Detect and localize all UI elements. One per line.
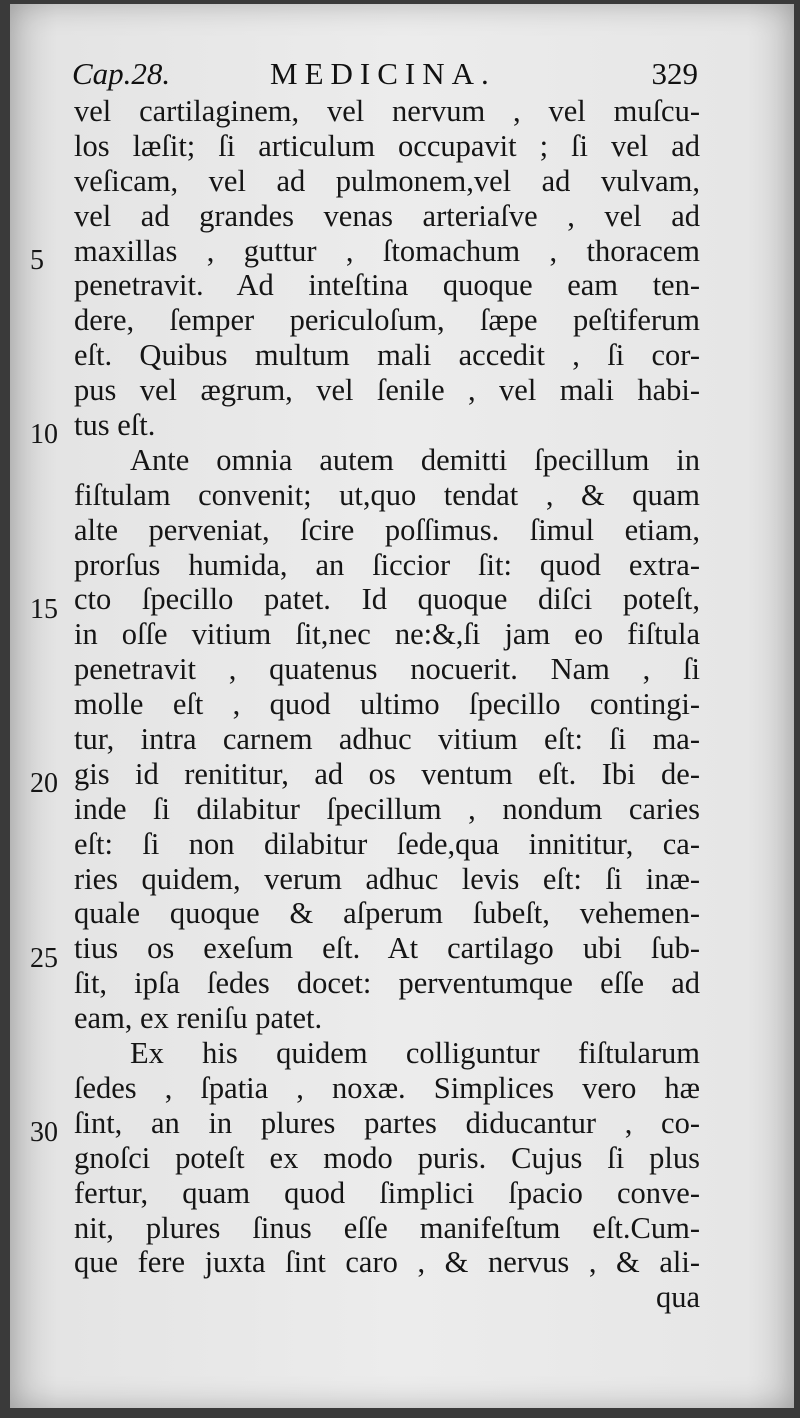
- text-line: prorſus humida, an ſiccior ſit: quod extra-: [74, 547, 700, 582]
- text-line: cto ſpecillo patet. Id quoque diſci poteſt,: [74, 582, 700, 617]
- book-page: [10, 4, 794, 1408]
- line-number: 20: [30, 768, 58, 799]
- text-line: molle eſt , quod ultimo ſpecillo contingi-: [74, 687, 700, 722]
- text-line: ſit, ipſa ſedes docet: perventumque eſſe ad: [74, 966, 700, 1001]
- text-line: fiſtulam convenit; ut,quo tendat , & quam: [74, 477, 700, 512]
- text-line: Ex his quidem colliguntur fiſtularum: [130, 1036, 700, 1071]
- text-line: ries quidem, verum adhuc levis eſt: ſi inæ-: [74, 861, 700, 896]
- line-number: 10: [30, 419, 58, 450]
- text-line: penetravit , quatenus nocuerit. Nam , ſi: [74, 652, 700, 687]
- line-number: 30: [30, 1117, 58, 1148]
- text-line: penetravit. Ad inteſtina quoque eam ten-: [74, 268, 700, 303]
- text-line: eſt: ſi non dilabitur ſede,qua innititur, ca-: [74, 826, 700, 861]
- catchword: qua: [655, 1280, 700, 1315]
- text-line: vel cartilaginem, vel nervum , vel muſcu-: [74, 94, 700, 128]
- text-line: alte perveniat, ſcire poſſimus. ſimul etiam,: [74, 512, 700, 547]
- text-line: gis id renititur, ad os ventum eſt. Ibi de-: [74, 756, 700, 791]
- text-line: nit, plures ſinus eſſe manifeſtum eſt.Cum-: [74, 1210, 700, 1245]
- chapter-label: Cap.28.: [72, 56, 171, 91]
- running-header: [72, 56, 698, 96]
- text-line: vel ad grandes venas arteriaſve , vel ad: [74, 198, 700, 233]
- text-line: tius os exeſum eſt. At cartilago ubi ſub-: [74, 931, 700, 966]
- running-title: MEDICINA.: [270, 56, 496, 91]
- text-line: inde ſi dilabitur ſpecillum , nondum caries: [74, 791, 700, 826]
- text-line: eſt. Quibus multum mali accedit , ſi cor-: [74, 338, 700, 373]
- text-line: in oſſe vitium ſit,nec ne:&,ſi jam eo fiſtula: [74, 617, 700, 652]
- line-number: 15: [30, 594, 58, 625]
- text-line: tur, intra carnem adhuc vitium eſt: ſi ma-: [74, 722, 700, 757]
- text-line: los læſit; ſi articulum occupavit ; ſi vel ad: [74, 128, 700, 163]
- text-line: quale quoque & aſperum ſubeſt, vehemen-: [74, 896, 700, 931]
- text-line: dere, ſemper periculoſum, ſæpe peſtiferum: [74, 303, 700, 338]
- text-line: fertur, quam quod ſimplici ſpacio conve-: [74, 1175, 700, 1210]
- text-line: ſedes , ſpatia , noxæ. Simplices vero hæ: [74, 1070, 700, 1105]
- text-line: eam, ex reniſu patet.: [74, 1001, 323, 1036]
- text-line: que fere juxta ſint caro , & nervus , & ali-: [74, 1245, 700, 1280]
- page-number: 329: [651, 56, 698, 91]
- text-line: ſint, an in plures partes diducantur , co-: [74, 1105, 700, 1140]
- text-line: veſicam, vel ad pulmonem,vel ad vulvam,: [74, 163, 700, 198]
- text-line: pus vel ægrum, vel ſenile , vel mali habi-: [74, 373, 700, 408]
- line-number: 25: [30, 943, 58, 974]
- text-line: Ante omnia autem demitti ſpecillum in: [130, 442, 700, 477]
- body-text: [74, 94, 700, 1315]
- text-line: gnoſci poteſt ex modo puris. Cujus ſi plus: [74, 1140, 700, 1175]
- text-line: tus eſt.: [74, 408, 156, 443]
- text-line: maxillas , guttur , ſtomachum , thoracem: [74, 233, 700, 268]
- line-number: 5: [30, 245, 44, 276]
